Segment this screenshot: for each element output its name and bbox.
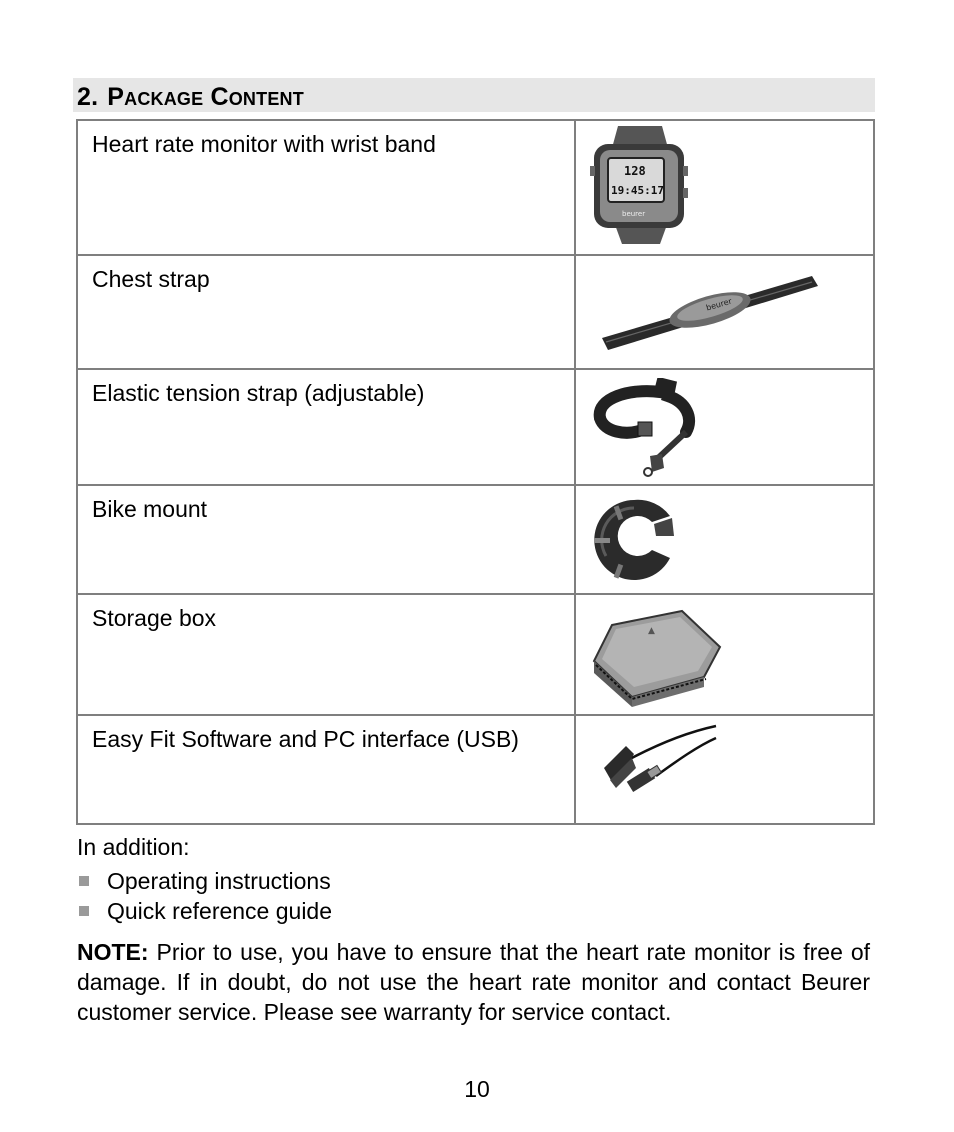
section-heading [73, 78, 875, 112]
storage-box-icon [592, 607, 722, 709]
table-row [77, 255, 874, 369]
table-row [77, 715, 874, 824]
item-label: Heart rate monitor with wrist band [92, 131, 436, 157]
svg-text:▲: ▲ [648, 626, 655, 636]
chest-strap-icon [598, 268, 822, 356]
watch-display-bottom: 19:45:17 [611, 184, 664, 197]
item-label: Easy Fit Software and PC interface (USB) [92, 726, 519, 752]
addition-intro: In addition: [77, 834, 190, 860]
item-label: Storage box [92, 605, 217, 631]
table-row [77, 120, 874, 255]
usb-interface-icon [598, 724, 720, 814]
list-item: Operating instructions [77, 866, 332, 896]
watch-brand: beurer [622, 210, 646, 218]
bike-mount-icon [592, 496, 676, 588]
square-bullet-icon [79, 906, 89, 916]
item-label: Bike mount [92, 496, 208, 522]
wrist-watch-icon [588, 126, 688, 244]
section-number: 2. [77, 83, 99, 111]
additional-items-list [77, 866, 332, 926]
note-label: NOTE: [77, 939, 149, 965]
square-bullet-icon [79, 876, 89, 886]
strap-brand: beurer [705, 296, 733, 313]
list-item: Quick reference guide [77, 896, 332, 926]
table-row [77, 369, 874, 485]
section-title: Package Content [107, 83, 304, 111]
note-text: Prior to use, you have to ensure that the heart rate monitor is free of damage. If in doubt, do not use the heart rate monitor and contact Beurer customer service. Please see warranty for service contact. [77, 939, 870, 1025]
table-row [77, 485, 874, 594]
note-paragraph [77, 937, 870, 1027]
page-number: 10 [464, 1076, 490, 1102]
item-label: Chest strap [92, 266, 210, 292]
item-label: Elastic tension strap (adjustable) [92, 380, 425, 406]
watch-display-top: 128 [624, 164, 646, 178]
package-content-table [76, 119, 875, 825]
table-row [77, 594, 874, 715]
elastic-strap-icon [590, 378, 720, 478]
